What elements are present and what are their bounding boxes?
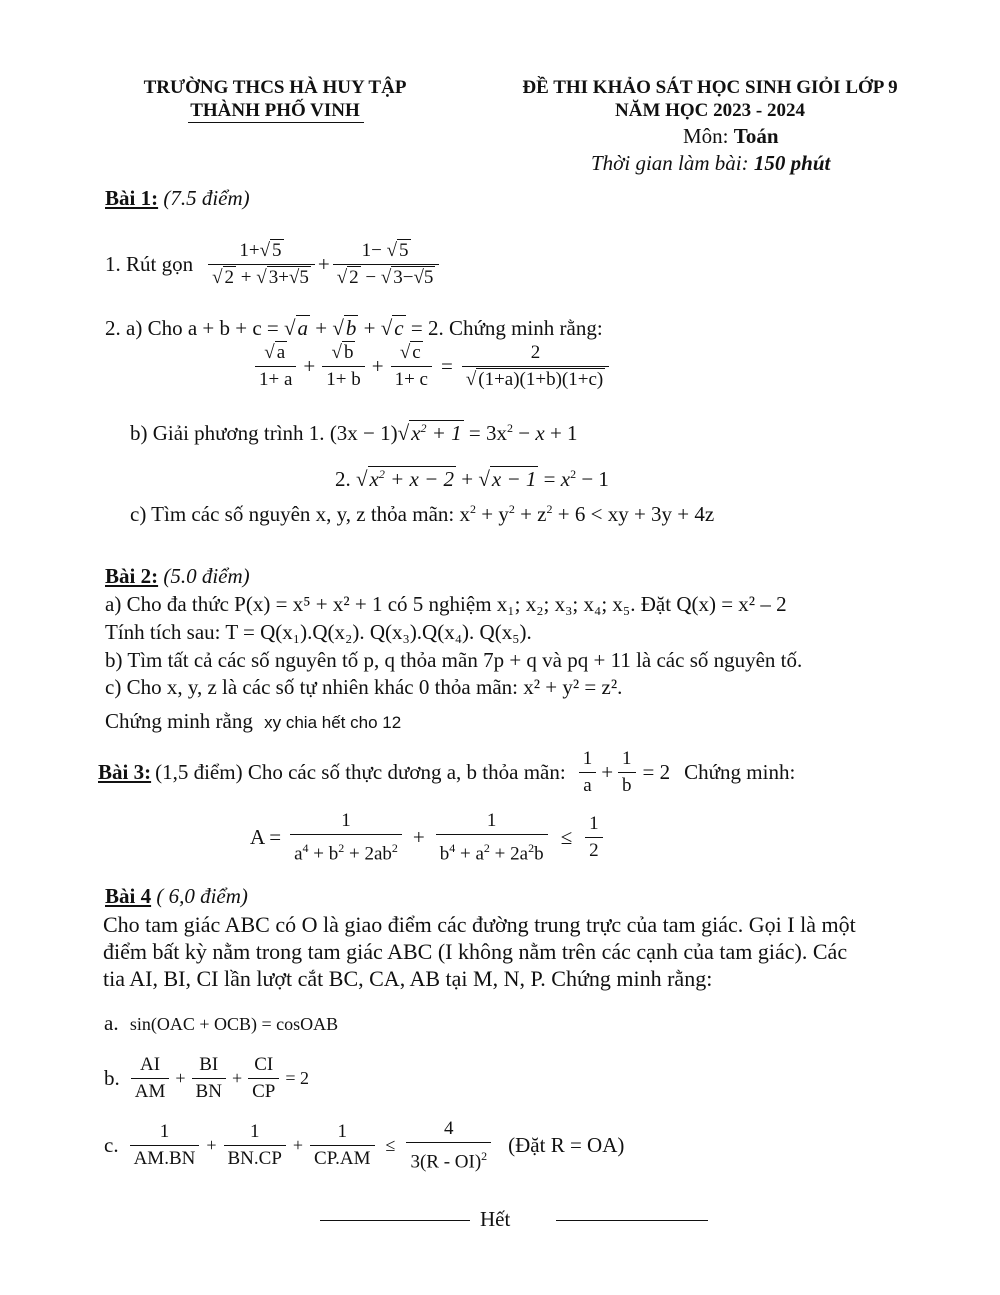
bai2-a: a) Cho đa thức P(x) = x⁵ + x² + 1 có 5 nghiệm x₁; x₂; x₃; x₄; x₅. Đặt Q(x) = x² – 2: [105, 592, 787, 616]
school-underline: [188, 122, 364, 123]
footer-rule-right: [556, 1220, 708, 1221]
fraction-2: $\frac{1- √ 5}{√ 2 - √ 3-√5}$: [333, 240, 440, 289]
bai4-a: a. sin(OAC + OCB) = cosOAB: [104, 1011, 339, 1035]
bai1-q2c: c) Tìm các số nguyên x, y, z thỏa mãn: $x^2 + y^2 + z^2 + 6$ < xy + 3y + 4z: [130, 502, 715, 526]
bai3-inequality: A = $\frac{1}{a^4 + b^2 + 2ab^2}$ + $\frac{1}{b^4 + a^2 + 2a^2b}$ ≤ $\frac{1}{2}$: [250, 810, 606, 865]
footer-rule-left: [320, 1220, 470, 1221]
bai1-q2a-identity: $\frac{√ a}{1+ a}$ + $\frac{√ b}{1+ b}$ + $\frac{√ c}{1+ c}$ = $\frac{2}{√ (1+a)(1+b)(1+c)}$: [252, 342, 612, 391]
bai4-c: c. $\frac{1}{AM.BN}$ + $\frac{1}{BN.CP}$ + $\frac{1}{CP.AM}$ ≤ $\frac{4}{3(R - OI)^2}$ (Đặt R = OA): [104, 1118, 625, 1173]
bai2-b: b) Tìm tất cả các số nguyên tố p, q thỏa mãn 7p + q và pq + 11 là các số nguyên tố.: [105, 648, 803, 672]
school-year: NĂM HỌC 2023 - 2024: [615, 100, 805, 121]
fraction-1: $\frac{1+√ 5}{√ 2 + √ 3+√5}$: [208, 240, 315, 289]
bai3-heading: Bài 3: (1,5 điểm) Cho các số thực dương a, b thỏa mãn: $\frac{1}{a}$ + $\frac{1}{b}$ = 2 Chứng minh:: [98, 748, 796, 796]
bai2-c2: Chứng minh rằng xy chia hết cho 12: [105, 709, 402, 733]
bai1-q2b-eq2: 2. $√x^2 + x - 2 + √x - 1 = x^2 - 1$: [335, 467, 609, 491]
bai4-p1: Cho tam giác ABC có O là giao điểm các đường trung trực của tam giác. Gọi I là một: [103, 912, 856, 937]
school-name: TRƯỜNG THCS HÀ HUY TẬP: [143, 77, 407, 98]
end-marker: Hết: [480, 1207, 511, 1231]
bai1-heading: Bài 1: (7.5 điểm): [105, 186, 250, 210]
subject-line: Môn: Toán: [683, 124, 779, 148]
bai1-q2b-eq1: b) Giải phương trình 1. $(3x - 1)√x^2 + 1 = 3x^2 - x + 1$: [130, 421, 578, 445]
bai4-p3: tia AI, BI, CI lần lượt cắt BC, CA, AB tại M, N, P. Chứng minh rằng:: [103, 966, 713, 991]
exam-title: ĐỀ THI KHẢO SÁT HỌC SINH GIỎI LỚP 9: [522, 77, 898, 98]
bai1-q2a: 2. a) Cho a + b + c = √a + √b + √c = 2. Chứng minh rằng:: [105, 316, 603, 340]
time-line: Thời gian làm bài: 150 phút: [591, 151, 831, 175]
bai1-q1: 1. Rút gọn $\frac{1+√ 5}{√ 2 + √ 3+√5}$ + $\frac{1- √ 5}{√ 2 - √ 3-√5}$: [105, 240, 442, 289]
bai4-heading: Bài 4 ( 6,0 điểm): [105, 884, 248, 908]
bai2-heading: Bài 2: (5.0 điểm): [105, 564, 250, 588]
bai2-c: c) Cho x, y, z là các số tự nhiên khác 0 thỏa mãn: x² + y² = z².: [105, 675, 623, 699]
bai4-b: b. $\frac{AI}{AM}$ + $\frac{BI}{BN}$ + $\frac{CI}{CP}$ = 2: [104, 1054, 309, 1102]
bai2-a2: Tính tích sau: T = Q(x₁).Q(x₂). Q(x₃).Q(x₄). Q(x₅).: [105, 620, 532, 644]
bai4-p2: điểm bất kỳ nằm trong tam giác ABC (I không nằm trên các cạnh của tam giác). Các: [103, 939, 848, 964]
school-city: THÀNH PHỐ VINH: [190, 100, 360, 121]
